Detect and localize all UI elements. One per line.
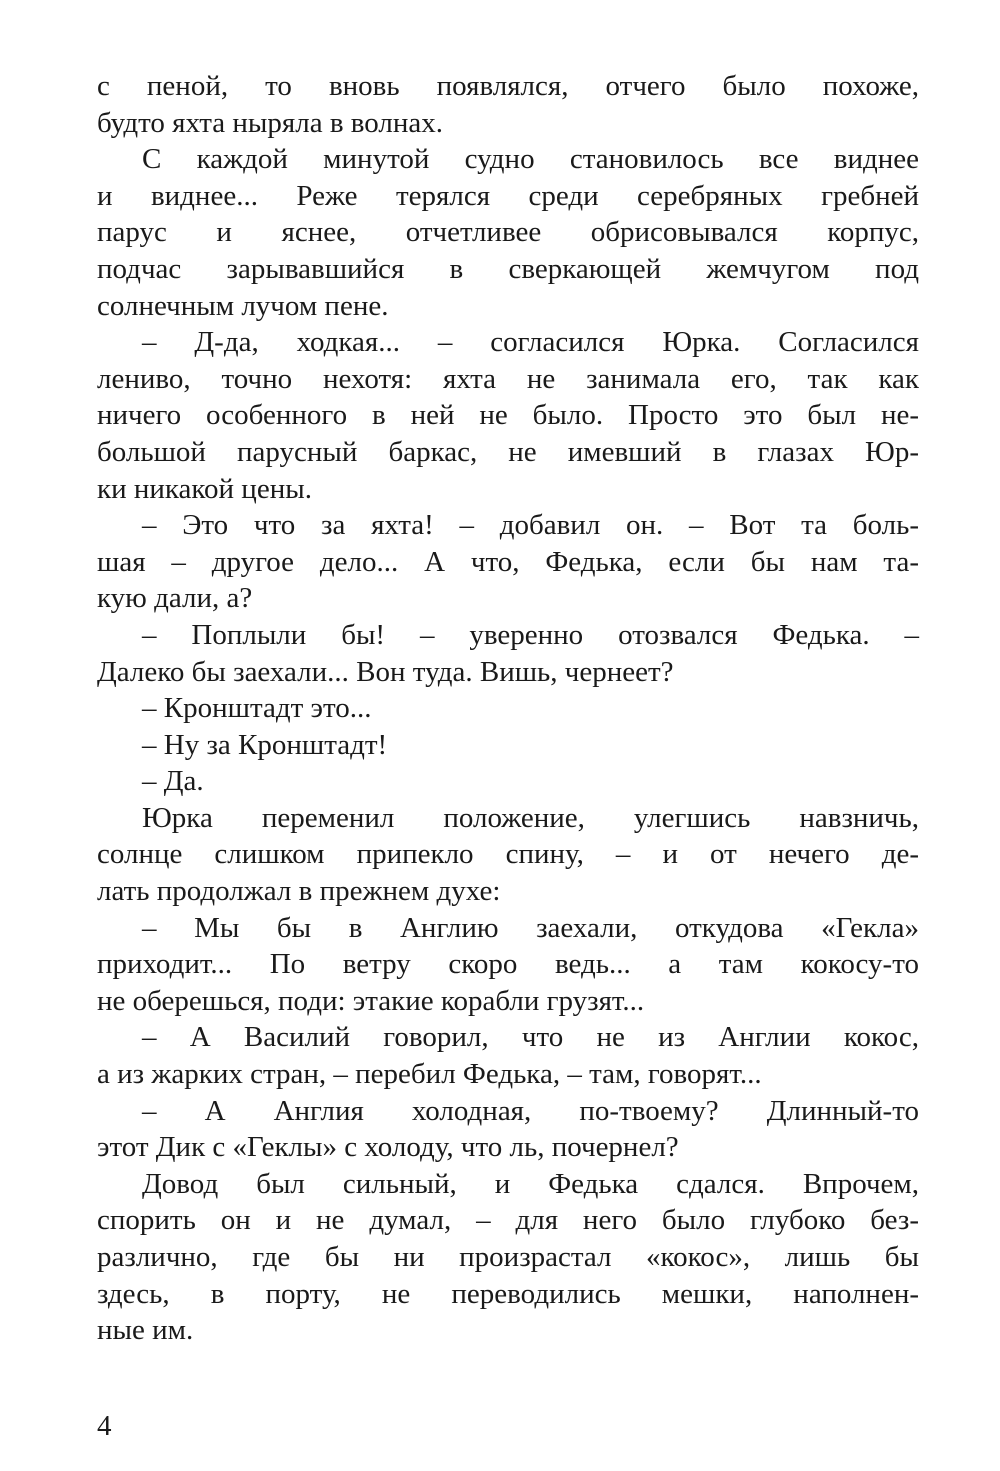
paragraph [97,1093,919,1166]
text-line: – А Василий говорил, что не из Англии кокос, [142,1021,919,1054]
text-line: Далеко бы заехали... Вон туда. Вишь, чернеет? [97,655,674,688]
text-line: спорить он и не думал, – для него было глубоко без- [97,1204,919,1237]
text-line: С каждой минутой судно становилось все виднее [142,143,919,176]
text-line: солнце слишком припекло спину, – и от нечего де- [97,838,919,871]
paragraph [97,763,919,800]
paragraph [97,727,919,764]
text-line: будто яхта ныряла в волнах. [97,106,443,139]
text-line: лать продолжал в прежнем духе: [97,875,501,908]
paragraph [97,141,919,324]
text-line: – Мы бы в Англию заехали, откудова «Гекла» [142,911,919,944]
paragraph [97,324,919,507]
text-line: большой парусный баркас, не имевший в глазах Юр- [97,435,919,468]
text-line: Юрка переменил положение, улегшись навзничь, [142,801,919,834]
text-line: различно, где бы ни произрастал «кокос», лишь бы [97,1241,919,1273]
paragraph [97,910,919,1020]
paragraph [97,507,919,617]
page-body-text [97,68,919,1349]
text-line: – Ну за Кронштадт! [142,728,388,761]
text-line: лениво, точно нехотя: яхта не занимала его, так как [97,362,919,395]
text-line: – Это что за яхта! – добавил он. – Вот та боль- [142,509,919,542]
text-line: подчас зарывавшийся в сверкающей жемчугом под [97,252,919,285]
text-line: этот Дик с «Геклы» с холоду, что ль, почернел? [97,1131,679,1164]
text-line: а из жарких стран, – перебил Федька, – там, говорят... [97,1058,762,1091]
paragraph [97,68,919,141]
text-line: и виднее... Реже терялся среди серебряных гребней [97,179,919,212]
paragraph [97,690,919,727]
text-line: ничего особенного в ней не было. Просто это был не- [97,399,919,432]
text-line: парус и яснее, отчетливее обрисовывался корпус, [97,216,919,249]
page-number: 4 [97,1410,112,1442]
paragraph [97,617,919,690]
text-line: солнечным лучом пене. [97,289,389,322]
text-line: – Кронштадт это... [142,692,372,725]
text-line: – А Англия холодная, по-твоему? Длинный-то [142,1094,919,1127]
text-line: с пеной, то вновь появлялся, отчего было похоже, [97,70,919,102]
text-line: не оберешься, поди: этакие корабли грузят... [97,984,645,1017]
text-line: приходит... По ветру скоро ведь... а там кокосу-то [97,948,919,981]
text-line: – Д-да, ходкая... – согласился Юрка. Согласился [142,326,919,359]
text-line: ные им. [97,1314,194,1347]
text-line: здесь, в порту, не переводились мешки, наполнен- [97,1277,919,1310]
text-line: шая – другое дело... А что, Федька, если бы нам та- [97,545,919,578]
text-line: ки никакой цены. [97,472,312,505]
paragraph [97,1019,919,1092]
paragraph [97,1166,919,1349]
text-line: – Да. [142,765,204,798]
paragraph [97,800,919,910]
text-line: кую дали, а? [97,582,253,615]
text-line: – Поплыли бы! – уверенно отозвался Федька. – [142,618,919,651]
text-line: Довод был сильный, и Федька сдался. Впрочем, [142,1167,919,1200]
